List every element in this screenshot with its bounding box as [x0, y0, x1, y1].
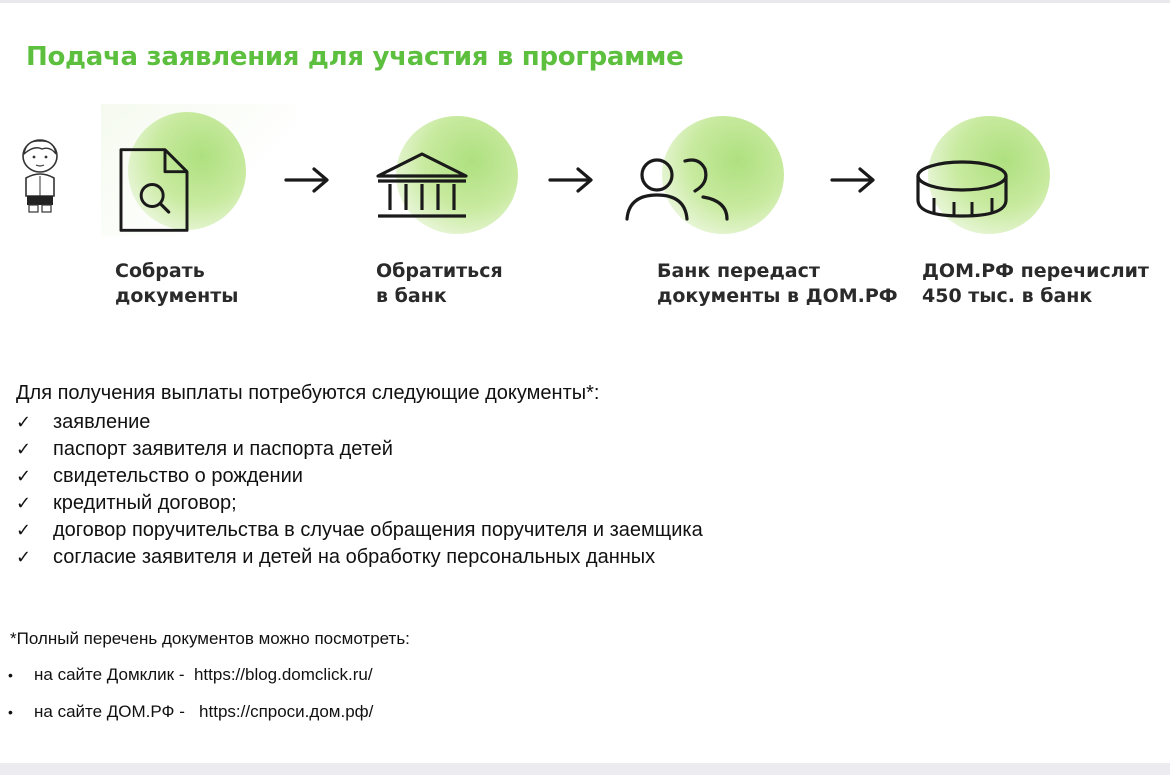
list-item: ✓ кредитный договор; [16, 490, 703, 517]
list-item [8, 662, 373, 699]
step-3-label [657, 259, 898, 309]
check-icon: ✓ [16, 412, 32, 433]
step-1-line-2: документы [115, 285, 239, 307]
list-item: ✓ согласие заявителя и детей на обработку персональных данных [16, 544, 703, 571]
link-label: на сайте Домклик - [34, 665, 185, 684]
bullet-icon: • [8, 667, 13, 683]
window-bottom-edge [0, 763, 1170, 775]
check-icon: ✓ [16, 520, 32, 541]
arrow-right-icon [284, 166, 332, 194]
step-4-line-1: ДОМ.РФ перечислит [922, 260, 1149, 282]
people-icon [623, 153, 733, 223]
check-icon: ✓ [16, 493, 32, 514]
window-top-edge [0, 0, 1170, 3]
page-title: Подача заявления для участия в программе [26, 42, 684, 72]
coin-icon [914, 158, 1010, 222]
check-icon: ✓ [16, 466, 32, 487]
step-3-line-2: документы в ДОМ.РФ [657, 285, 898, 307]
bullet-icon: • [8, 704, 13, 720]
list-item: ✓ заявление [16, 409, 703, 436]
footnote-links [8, 662, 373, 736]
step-2-label [376, 259, 503, 309]
step-3-line-1: Банк передаст [657, 260, 820, 282]
step-2-line-1: Обратиться [376, 260, 503, 282]
step-4-line-2: 450 тыс. в банк [922, 285, 1093, 307]
bank-icon [372, 148, 472, 228]
step-1-label [115, 259, 238, 309]
check-icon: ✓ [16, 439, 32, 460]
check-icon: ✓ [16, 547, 32, 568]
list-item: ✓ договор поручительства в случае обращения поручителя и заемщика [16, 517, 703, 544]
arrow-right-icon [830, 166, 878, 194]
documents-list [16, 409, 703, 571]
domrf-link[interactable]: https://спроси.дом.рф/ [199, 702, 374, 721]
documents-intro: Для получения выплаты потребуются следующие документы*: [16, 382, 600, 404]
list-item: ✓ свидетельство о рождении [16, 463, 703, 490]
step-2-line-2: в банк [376, 285, 447, 307]
domclick-link[interactable]: https://blog.domclick.ru/ [193, 665, 373, 684]
document-search-icon [117, 146, 191, 234]
list-item [8, 699, 373, 736]
step-4-label [922, 259, 1149, 309]
list-item: ✓ паспорт заявителя и паспорта детей [16, 436, 703, 463]
link-label: на сайте ДОМ.РФ - [34, 702, 185, 721]
arrow-right-icon [548, 166, 596, 194]
person-illustration [12, 138, 68, 218]
footnote-text: *Полный перечень документов можно посмотреть: [10, 629, 410, 648]
step-1-line-1: Собрать [115, 260, 205, 282]
